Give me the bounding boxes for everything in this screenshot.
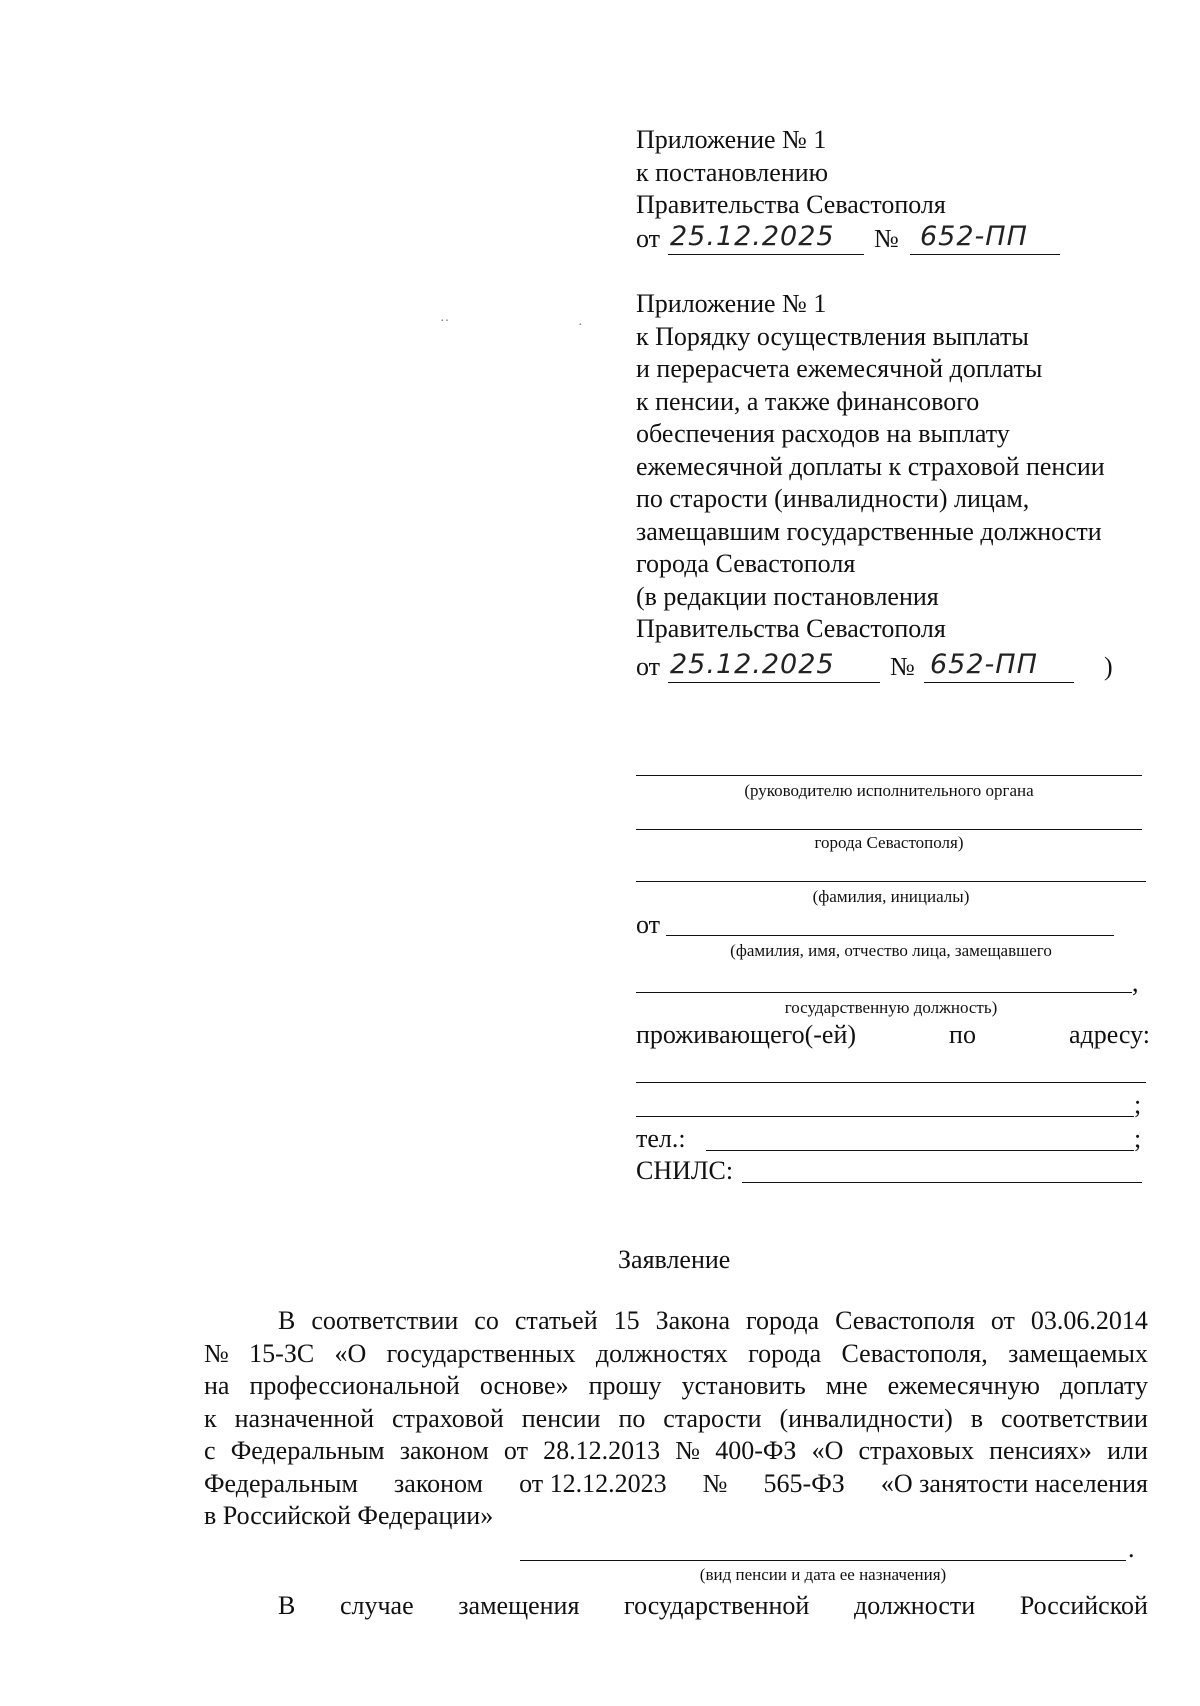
closing-paren: ) xyxy=(1104,652,1113,681)
word: города xyxy=(748,1338,822,1368)
date-underline xyxy=(668,254,864,255)
appendix-2-line: города Севастополя xyxy=(636,549,856,578)
from-label: от xyxy=(636,910,661,939)
appendix-2-line: (в редакции постановления xyxy=(636,581,939,611)
addressee-line[interactable] xyxy=(636,775,1142,776)
para-line xyxy=(204,1370,1148,1403)
caption-person: (фамилия, имя, отчество лица, замещавшего xyxy=(730,941,1052,960)
word: установить xyxy=(681,1371,806,1400)
word: № xyxy=(702,1468,728,1498)
word: замещаемых xyxy=(1008,1338,1148,1368)
date-prefix: от xyxy=(636,224,661,253)
statement-title: Заявление xyxy=(618,1245,731,1274)
address-word: проживающего(-ей) xyxy=(636,1020,857,1049)
word: соответствии xyxy=(311,1306,459,1335)
word: от xyxy=(503,1436,528,1465)
appendix-1-block xyxy=(636,124,946,222)
handwritten-date: 25.12.2025 xyxy=(670,221,835,252)
handwritten-number: 652-ПП xyxy=(920,221,1028,252)
scan-speck: ·· xyxy=(440,314,450,329)
word: назначенной xyxy=(234,1403,375,1433)
word: доплату xyxy=(1059,1371,1148,1400)
appendix-2-line: замещавшим государственные должности xyxy=(636,516,1102,546)
word: 03.06.2014 xyxy=(1030,1306,1148,1335)
word: «О занятости населения xyxy=(880,1468,1148,1498)
date-prefix: от xyxy=(636,652,661,681)
word: 28.12.2013 xyxy=(543,1436,661,1465)
address-word: по xyxy=(949,1020,976,1049)
word: Севастополя xyxy=(835,1306,975,1335)
handwritten-date: 25.12.2025 xyxy=(670,649,835,680)
word: на xyxy=(204,1371,230,1400)
initials-line[interactable] xyxy=(636,881,1146,882)
word: старости xyxy=(663,1403,762,1433)
word: государственных xyxy=(386,1338,576,1368)
word: 15 xyxy=(613,1306,640,1335)
word: должности xyxy=(853,1591,976,1620)
appendix-1-line: Правительства Севастополя xyxy=(636,190,946,219)
word: 15-ЗС xyxy=(249,1338,315,1368)
para-line xyxy=(204,1468,1148,1501)
word: пенсиях» xyxy=(989,1436,1092,1465)
word: государственной xyxy=(624,1591,810,1620)
last-line-text: в Российской Федерации» xyxy=(204,1501,494,1530)
word: страховой xyxy=(392,1403,504,1433)
word: соответствии xyxy=(1000,1403,1148,1433)
pension-type-line[interactable] xyxy=(520,1560,1126,1561)
scan-speck: · xyxy=(578,318,583,333)
caption-head: (руководителю исполнительного органа xyxy=(744,781,1034,800)
word: «О xyxy=(811,1436,844,1465)
word: пенсии xyxy=(521,1403,601,1433)
appendix-1-line: Приложение № 1 xyxy=(636,125,827,154)
semicolon: ; xyxy=(1134,1090,1142,1119)
address-line[interactable] xyxy=(636,1082,1146,1083)
word: основе» xyxy=(479,1371,569,1400)
phone-semicolon: ; xyxy=(1134,1124,1142,1153)
position-line[interactable] xyxy=(636,992,1132,993)
word: законом xyxy=(394,1468,484,1498)
number-underline xyxy=(924,682,1074,683)
person-name-line[interactable] xyxy=(666,935,1114,936)
word: со xyxy=(474,1306,499,1335)
word: № xyxy=(204,1338,229,1368)
word: по xyxy=(618,1403,646,1433)
appendix-2-block xyxy=(636,288,1105,646)
word: Федеральным xyxy=(230,1436,385,1465)
word: или xyxy=(1107,1436,1148,1465)
word: к xyxy=(204,1403,217,1433)
word: (инвалидности) xyxy=(779,1403,953,1433)
word: В xyxy=(278,1591,296,1620)
word: прошу xyxy=(588,1371,662,1400)
word: профессиональной xyxy=(249,1371,460,1400)
word: ежемесячную xyxy=(887,1371,1040,1400)
next-paragraph xyxy=(204,1590,1148,1623)
appendix-2-line: Приложение № 1 xyxy=(636,289,827,318)
appendix-2-line: обеспечения расходов на выплату xyxy=(636,419,1010,448)
appendix-2-line: и перерасчета ежемесячной доплаты xyxy=(636,354,1043,383)
word: Севастополя, xyxy=(841,1338,988,1368)
address-line[interactable] xyxy=(636,1116,1134,1117)
word: 400-ФЗ xyxy=(715,1436,797,1465)
word: замещения xyxy=(458,1591,580,1620)
period: . xyxy=(1128,1534,1135,1563)
para-line xyxy=(204,1403,1148,1436)
word: должностях xyxy=(595,1338,728,1368)
word: Российской xyxy=(1019,1591,1148,1620)
word: статьей xyxy=(514,1306,598,1335)
para-last-line xyxy=(204,1500,1148,1533)
word: № xyxy=(675,1436,701,1465)
appendix-2-line: к пенсии, а также финансового xyxy=(636,386,980,416)
caption-position: государственную должность) xyxy=(784,998,998,1017)
para-line xyxy=(204,1435,1148,1468)
address-row xyxy=(636,1020,1150,1050)
phone-line[interactable] xyxy=(706,1150,1134,1151)
word: законом xyxy=(399,1436,489,1465)
word: страховых xyxy=(858,1436,974,1465)
word: с xyxy=(204,1436,216,1465)
word: Закона xyxy=(655,1306,730,1335)
addressee-line[interactable] xyxy=(636,829,1142,830)
date-underline xyxy=(668,682,880,683)
number-prefix: № xyxy=(890,652,915,681)
word: мне xyxy=(825,1371,868,1400)
word: случае xyxy=(339,1591,414,1620)
number-underline xyxy=(910,254,1060,255)
word: в xyxy=(970,1403,984,1433)
phone-label: тел.: xyxy=(636,1124,686,1153)
number-prefix: № xyxy=(874,224,899,253)
appendix-1-line: к постановлению xyxy=(636,157,829,187)
word: 565-ФЗ xyxy=(763,1468,845,1498)
statement-paragraph xyxy=(204,1305,1148,1533)
snils-line[interactable] xyxy=(742,1182,1142,1183)
address-word: адресу: xyxy=(1068,1020,1150,1049)
appendix-2-line: к Порядку осуществления выплаты xyxy=(636,321,1029,351)
para-line xyxy=(204,1590,1148,1623)
word: от xyxy=(990,1306,1015,1335)
word: Федеральным xyxy=(204,1468,358,1498)
word: от 12.12.2023 xyxy=(519,1468,667,1498)
appendix-2-line: ежемесячной доплаты к страховой пенсии xyxy=(636,451,1105,481)
para-line xyxy=(204,1338,1148,1371)
caption-city: города Севастополя) xyxy=(814,833,964,852)
word: «О xyxy=(334,1338,367,1368)
word: В xyxy=(278,1306,296,1335)
appendix-2-line: по старости (инвалидности) лицам, xyxy=(636,484,1030,513)
appendix-2-line: Правительства Севастополя xyxy=(636,614,946,643)
comma: , xyxy=(1132,968,1139,997)
word: города xyxy=(746,1306,820,1335)
handwritten-number: 652-ПП xyxy=(930,649,1038,680)
caption-pension: (вид пенсии и дата ее назначения) xyxy=(699,1565,947,1584)
para-line xyxy=(204,1305,1148,1338)
caption-initials: (фамилия, инициалы) xyxy=(812,887,970,906)
snils-label: СНИЛС: xyxy=(636,1156,734,1185)
